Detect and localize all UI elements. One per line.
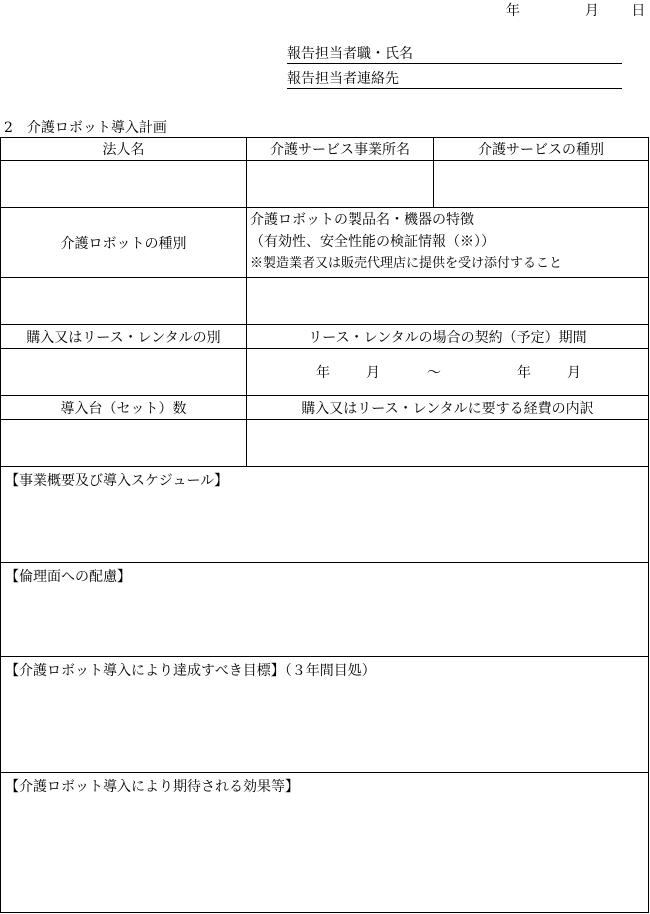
schedule-box[interactable] — [1, 467, 648, 562]
unit-count-input[interactable] — [1, 420, 246, 466]
corp-name-header: 法人名 — [102, 142, 145, 158]
product-note: ※製造業者又は販売代理店に提供を受け添付すること — [250, 256, 563, 271]
service-type-input[interactable] — [434, 161, 648, 207]
ethics-box[interactable] — [1, 563, 648, 656]
corp-name-input[interactable] — [1, 161, 246, 207]
office-name-input[interactable] — [247, 161, 433, 207]
product-input[interactable] — [247, 278, 648, 324]
effects-label: 【介護ロボット導入により期待される効果等】 — [5, 779, 299, 795]
robot-plan-table — [0, 137, 649, 913]
date-day: 日 — [631, 3, 646, 19]
cost-breakdown-input[interactable] — [247, 420, 648, 466]
purchase-or-lease-input[interactable] — [1, 349, 246, 395]
lease-period-header: リース・レンタルの場合の契約（予定）期間 — [308, 329, 587, 346]
office-name-header: 介護サービス事業所名 — [270, 142, 410, 158]
product-header — [250, 209, 648, 275]
period-tilde: ～ — [427, 365, 441, 381]
effects-box[interactable] — [1, 773, 648, 912]
date-year: 年 — [506, 3, 520, 19]
purchase-or-lease-header: 購入又はリース・レンタルの別 — [26, 329, 221, 346]
robot-type-input[interactable] — [1, 278, 246, 324]
ethics-label: 【倫理面への配慮】 — [5, 569, 131, 585]
unit-count-header: 導入台（セット）数 — [60, 400, 187, 417]
period-start-year: 年 — [316, 365, 330, 381]
robot-type-header: 介護ロボットの種別 — [60, 235, 187, 252]
date-month: 月 — [584, 3, 599, 19]
reporter-name-field[interactable] — [287, 45, 622, 64]
goals-label: 【介護ロボット導入により達成すべき目標】（３年間目処） — [5, 663, 376, 679]
date-header — [506, 0, 645, 20]
lease-period-input[interactable] — [247, 349, 648, 395]
goals-box[interactable] — [1, 657, 648, 772]
cost-breakdown-header: 購入又はリース・レンタルに要する経費の内訳 — [301, 400, 594, 417]
section-title: 2 介護ロボット導入計画 — [4, 120, 167, 136]
period-end-year: 年 — [517, 365, 531, 381]
period-end-month: 月 — [567, 365, 581, 381]
product-line1: 介護ロボットの製品名・機器の特徴 — [250, 212, 474, 228]
product-line2: （有効性、安全性能の検証情報（※）） — [250, 234, 495, 250]
reporter-name-label: 報告担当者職・氏名 — [287, 46, 413, 62]
schedule-label: 【事業概要及び導入スケジュール】 — [5, 473, 229, 489]
reporter-contact-field[interactable] — [287, 70, 622, 89]
period-start-month: 月 — [366, 365, 380, 381]
reporter-contact-label: 報告担当者連絡先 — [287, 71, 399, 87]
service-type-header: 介護サービスの種別 — [478, 142, 604, 158]
